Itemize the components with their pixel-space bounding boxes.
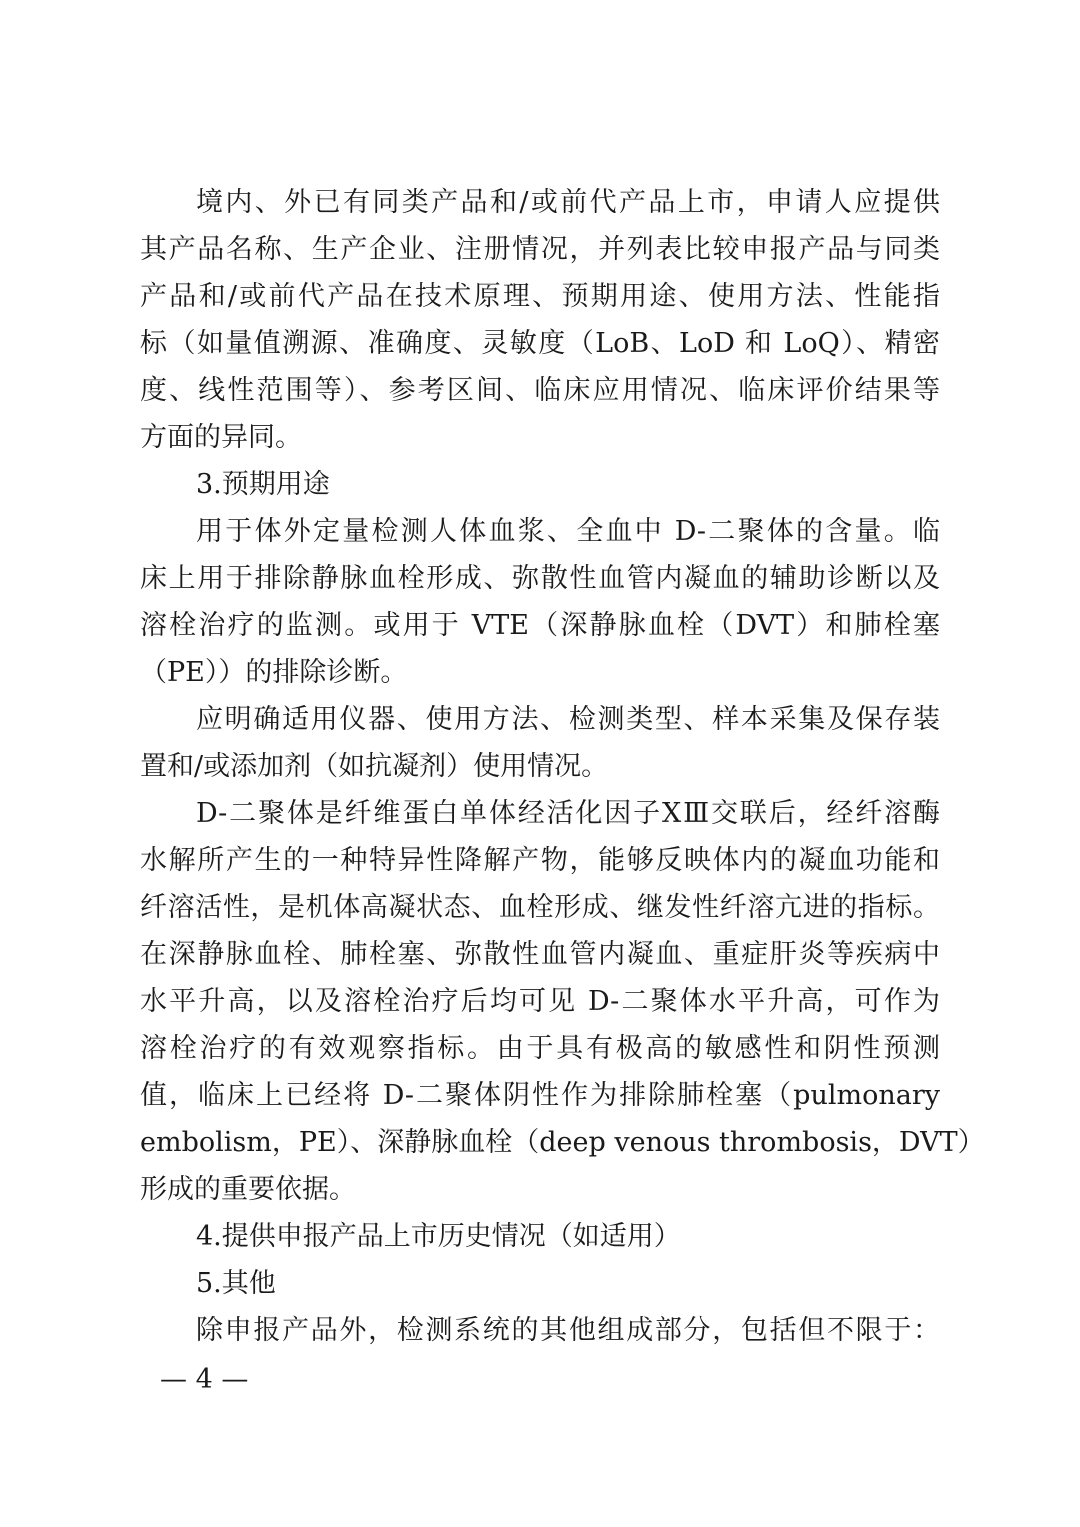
paragraph-line: 产品和/或前代产品在技术原理、预期用途、使用方法、性能指 <box>140 281 940 312</box>
paragraph-line: 水平升高，以及溶栓治疗后均可见 D-二聚体水平升高，可作为 <box>140 986 940 1017</box>
paragraph-line: 溶栓治疗的有效观察指标。由于具有极高的敏感性和阴性预测 <box>140 1033 940 1064</box>
paragraph-line: 形成的重要依据。 <box>140 1174 356 1205</box>
paragraph-line: embolism，PE）、深静脉血栓（deep venous thrombosis，DVT） <box>140 1127 985 1158</box>
page-number: — 4 — <box>160 1364 249 1395</box>
paragraph-line: 用于体外定量检测人体血浆、全血中 D-二聚体的含量。临 <box>196 516 940 547</box>
section-heading: 3.预期用途 <box>196 469 330 500</box>
paragraph-line: 在深静脉血栓、肺栓塞、弥散性血管内凝血、重症肝炎等疾病中 <box>140 939 940 970</box>
paragraph-line: 置和/或添加剂（如抗凝剂）使用情况。 <box>140 751 609 782</box>
paragraph-line: 溶栓治疗的监测。或用于 VTE（深静脉血栓（DVT）和肺栓塞 <box>140 610 940 641</box>
paragraph-line: 纤溶活性，是机体高凝状态、血栓形成、继发性纤溶亢进的指标。 <box>140 892 940 923</box>
paragraph-line: 水解所产生的一种特异性降解产物，能够反映体内的凝血功能和 <box>140 845 940 876</box>
paragraph-line: 值，临床上已经将 D-二聚体阴性作为排除肺栓塞（pulmonary <box>140 1080 940 1111</box>
paragraph-line: 床上用于排除静脉血栓形成、弥散性血管内凝血的辅助诊断以及 <box>140 563 940 594</box>
paragraph-line: 应明确适用仪器、使用方法、检测类型、样本采集及保存装 <box>196 704 940 735</box>
section-heading: 5.其他 <box>196 1268 276 1299</box>
paragraph-line: 度、线性范围等）、参考区间、临床应用情况、临床评价结果等 <box>140 375 940 406</box>
section-heading: 4.提供申报产品上市历史情况（如适用） <box>196 1221 681 1252</box>
paragraph-line: （PE））的排除诊断。 <box>140 657 408 688</box>
paragraph-line: 方面的异同。 <box>140 422 302 453</box>
paragraph-line: 除申报产品外，检测系统的其他组成部分，包括但不限于： <box>196 1315 940 1346</box>
paragraph-line: 标（如量值溯源、准确度、灵敏度（LoB、LoD 和 LoQ）、精密 <box>140 328 940 359</box>
paragraph-line: 境内、外已有同类产品和/或前代产品上市，申请人应提供 <box>196 187 940 218</box>
paragraph-line: D-二聚体是纤维蛋白单体经活化因子ⅩⅢ交联后，经纤溶酶 <box>196 798 940 829</box>
paragraph-line: 其产品名称、生产企业、注册情况，并列表比较申报产品与同类 <box>140 234 940 265</box>
